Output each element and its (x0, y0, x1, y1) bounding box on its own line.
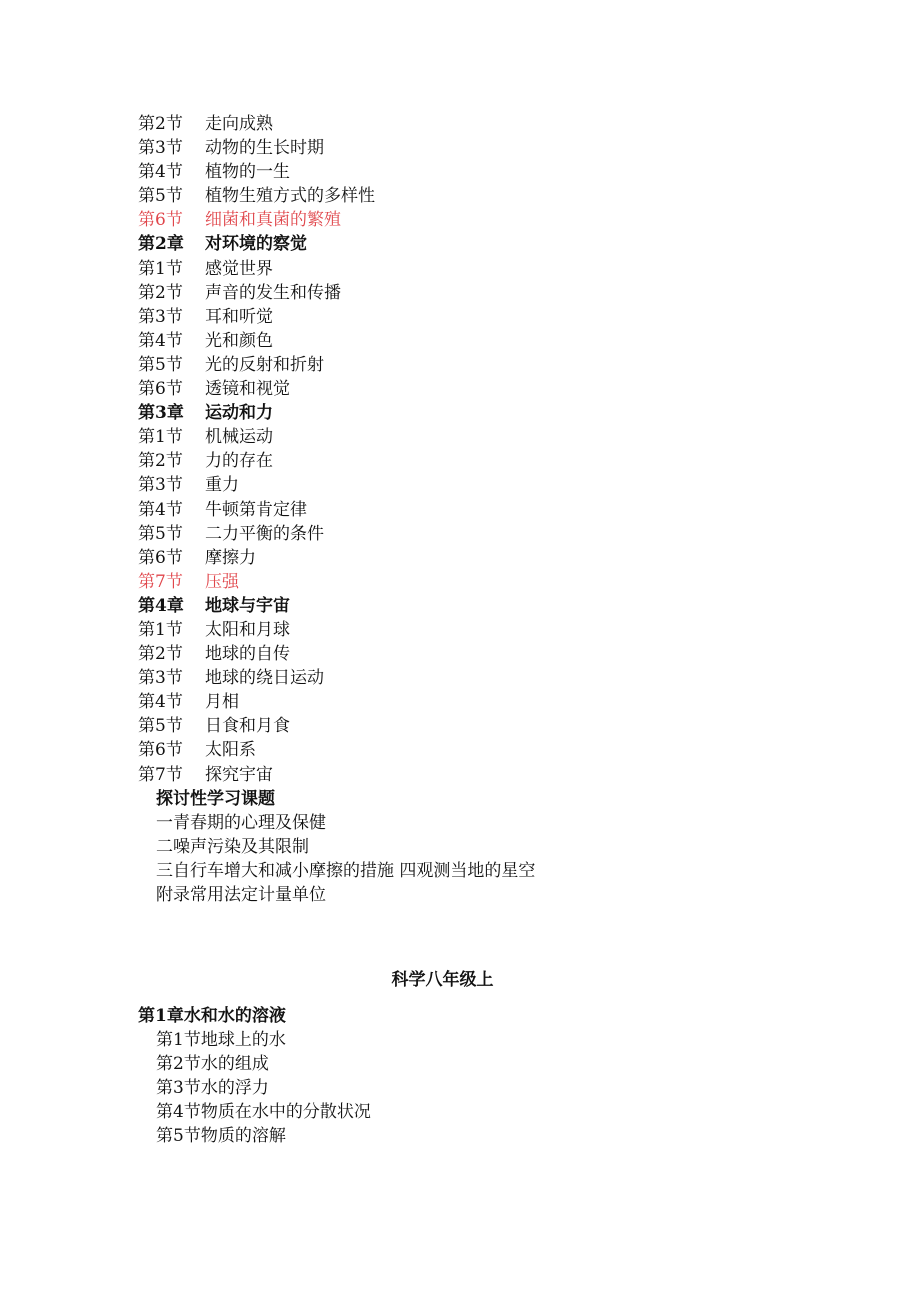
entry-title: 耳和听觉 (205, 306, 273, 327)
entry-number: 第4节 (138, 162, 183, 183)
entry-number: 第3节 (138, 668, 183, 689)
entry-number: 第7节 (138, 571, 183, 592)
entry-number: 第3节 (138, 475, 183, 496)
entry-title: 地球的自传 (205, 644, 290, 665)
second-book-contents (138, 1004, 838, 1149)
entry-title: 重力 (205, 475, 239, 496)
entry-title: 走向成熟 (205, 114, 273, 134)
section-item: 第4节物质在水中的分散状况 (156, 1102, 371, 1123)
entry-number: 第2节 (138, 282, 183, 303)
chapter-heading: 第1章水和水的溶液 (138, 1006, 286, 1026)
entry-title: 太阳和月球 (205, 619, 290, 640)
entry-title: 压强 (205, 571, 239, 592)
entry-title: 运动和力 (205, 403, 273, 424)
entry-title: 机械运动 (205, 427, 273, 448)
entry-number: 第4节 (138, 499, 183, 520)
entry-number: 第7节 (138, 764, 183, 785)
entry-title: 光和颜色 (205, 330, 273, 351)
entry-title: 摩擦力 (205, 547, 256, 568)
section-item (138, 136, 838, 160)
entry-title: 植物生殖方式的多样性 (205, 186, 375, 207)
entry-number: 第2节 (138, 114, 183, 134)
entry-title: 细菌和真菌的繁殖 (205, 210, 341, 231)
entry-title: 二力平衡的条件 (205, 523, 324, 544)
entry-title: 太阳系 (205, 740, 256, 761)
section-item (138, 281, 838, 305)
section-item (138, 257, 838, 281)
entry-title: 牛顿第肯定律 (205, 499, 307, 520)
entry-number: 第1节 (138, 258, 183, 279)
section-item (138, 546, 838, 570)
entry-number: 第5节 (138, 716, 183, 737)
section-item: 第1节地球上的水 (156, 1030, 286, 1051)
chapter-heading (138, 401, 838, 425)
section-item (138, 618, 838, 642)
entry-title: 地球的绕日运动 (205, 668, 324, 689)
section-item (138, 690, 838, 714)
toc-entries (138, 112, 838, 787)
section-item (138, 498, 838, 522)
section-item (138, 184, 838, 208)
section-item (138, 714, 838, 738)
appendix-item: 附录常用法定计量单位 (156, 885, 326, 905)
entry-number: 第4章 (138, 595, 184, 616)
section-item (138, 763, 838, 787)
section-item (138, 305, 838, 329)
entry-title: 地球与宇宙 (205, 595, 290, 616)
entry-number: 第2章 (138, 234, 184, 255)
chapter-heading (138, 232, 838, 256)
entry-title: 探究宇宙 (205, 764, 273, 785)
entry-title: 月相 (205, 692, 239, 713)
entry-number: 第5节 (138, 354, 183, 375)
entry-number: 第3节 (138, 138, 183, 159)
section-item (138, 377, 838, 401)
entry-number: 第6节 (138, 547, 183, 568)
section-item (138, 738, 838, 762)
book-title: 科学八年级上 (391, 970, 494, 990)
entry-number: 第2节 (138, 644, 183, 665)
chapter-heading (138, 594, 838, 618)
section-item (138, 112, 838, 136)
entry-number: 第5节 (138, 523, 183, 544)
table-of-contents (138, 112, 838, 907)
section-item (138, 666, 838, 690)
entry-number: 第3节 (138, 306, 183, 327)
entry-number: 第4节 (138, 692, 183, 713)
section-item (138, 522, 838, 546)
entry-number: 第1节 (138, 427, 183, 448)
entry-title: 光的反射和折射 (205, 354, 324, 375)
entry-title: 力的存在 (205, 451, 273, 472)
entry-number: 第2节 (138, 451, 183, 472)
entry-title: 动物的生长时期 (205, 138, 324, 159)
section-item (138, 329, 838, 353)
section-item (138, 208, 838, 232)
entry-number: 第6节 (138, 379, 183, 400)
section-item (138, 353, 838, 377)
topics-heading: 探讨性学习课题 (156, 788, 275, 809)
section-item (138, 425, 838, 449)
topic-item: 三自行车增大和减小摩擦的措施 四观测当地的星空 (156, 860, 536, 881)
section-item (138, 642, 838, 666)
section-item: 第5节物质的溶解 (156, 1126, 286, 1147)
entry-number: 第5节 (138, 186, 183, 207)
section-item: 第3节水的浮力 (156, 1078, 269, 1099)
entry-title: 声音的发生和传播 (205, 282, 341, 303)
entry-title: 透镜和视觉 (205, 379, 290, 400)
topic-item: 二噪声污染及其限制 (156, 836, 309, 857)
section-item: 第2节水的组成 (156, 1054, 269, 1075)
section-item (138, 473, 838, 497)
section-item (138, 570, 838, 594)
topic-item: 一青春期的心理及保健 (156, 812, 326, 833)
entry-title: 感觉世界 (205, 258, 273, 279)
entry-number: 第4节 (138, 330, 183, 351)
entry-number: 第1节 (138, 619, 183, 640)
entry-number: 第3章 (138, 403, 184, 424)
entry-number: 第6节 (138, 740, 183, 761)
entry-number: 第6节 (138, 210, 183, 231)
section-item (138, 160, 838, 184)
entry-title: 日食和月食 (205, 716, 290, 737)
section-item (138, 449, 838, 473)
entry-title: 对环境的察觉 (205, 234, 307, 255)
entry-title: 植物的一生 (205, 162, 290, 183)
